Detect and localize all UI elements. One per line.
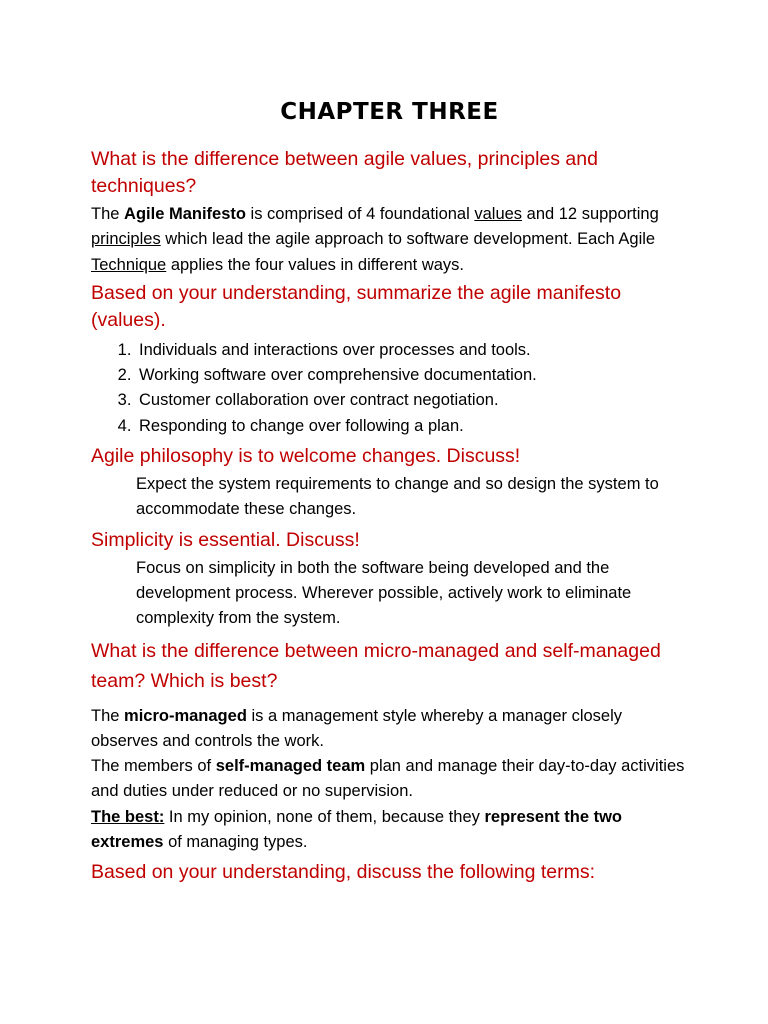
manifesto-values-list	[91, 338, 688, 439]
text-run: plan and manage their day-to-day activities and duties under reduced or no supervision.	[91, 757, 685, 801]
question-simplicity: Simplicity is essential. Discuss!	[91, 528, 360, 551]
text-run: is a management style whereby a manager closely observes and controls the work.	[91, 706, 623, 750]
underlined-principles: principles	[91, 230, 161, 249]
bold-underlined-the-best: The best:	[91, 807, 165, 826]
text-run: The	[91, 706, 125, 725]
list-item: 1. Individuals and interactions over processes and tools.	[136, 338, 688, 363]
bold-self-managed-team: self-managed team	[215, 757, 366, 776]
answer-simplicity: Focus on simplicity in both the software being developed and the development process. Wherever possible, actively work to eliminate complexity from the system.	[136, 558, 632, 628]
list-item: 3. Customer collaboration over contract negotiation.	[136, 388, 688, 413]
text-run: In my opinion, none of them, because they	[164, 807, 485, 826]
bold-agile-manifesto: Agile Manifesto	[124, 205, 246, 223]
text-run: is comprised of 4 foundational	[245, 205, 475, 223]
question-values-principles-techniques: What is the difference between agile values, principles and techniques?	[91, 148, 598, 197]
question-summarize-manifesto: Based on your understanding, summarize the agile manifesto (values).	[91, 281, 622, 331]
list-item: 2. Working software over comprehensive documentation.	[136, 363, 688, 388]
question-welcome-changes: Agile philosophy is to welcome changes. Discuss!	[91, 445, 521, 468]
text-run: and 12 supporting	[522, 205, 659, 223]
answer-micro-managed	[91, 704, 688, 755]
list-item: 4. Responding to change over following a plan.	[136, 414, 688, 439]
answer-self-managed	[91, 754, 688, 805]
text-run: applies the four values in different ways.	[166, 255, 465, 274]
bold-two-extremes: represent the two extremes	[91, 807, 622, 852]
chapter-title: CHAPTER THREE	[280, 99, 499, 125]
text-run: The	[91, 205, 125, 223]
answer-agile-manifesto	[91, 202, 688, 278]
answer-welcome-changes: Expect the system requirements to change and so design the system to accommodate these changes.	[136, 475, 659, 519]
question-discuss-terms: Based on your understanding, discuss the following terms:	[91, 861, 596, 884]
bold-micro-managed: micro-managed	[124, 706, 247, 725]
answer-the-best	[91, 805, 688, 856]
text-run: The members of	[91, 757, 216, 776]
question-micro-vs-self-managed: What is the difference between micro-managed and self-managed team? Which is best?	[91, 639, 661, 692]
underlined-values: values	[474, 205, 523, 223]
text-run: of managing types.	[163, 833, 308, 852]
text-run: which lead the agile approach to software development. Each Agile	[160, 230, 656, 249]
underlined-technique: Technique	[91, 255, 167, 274]
